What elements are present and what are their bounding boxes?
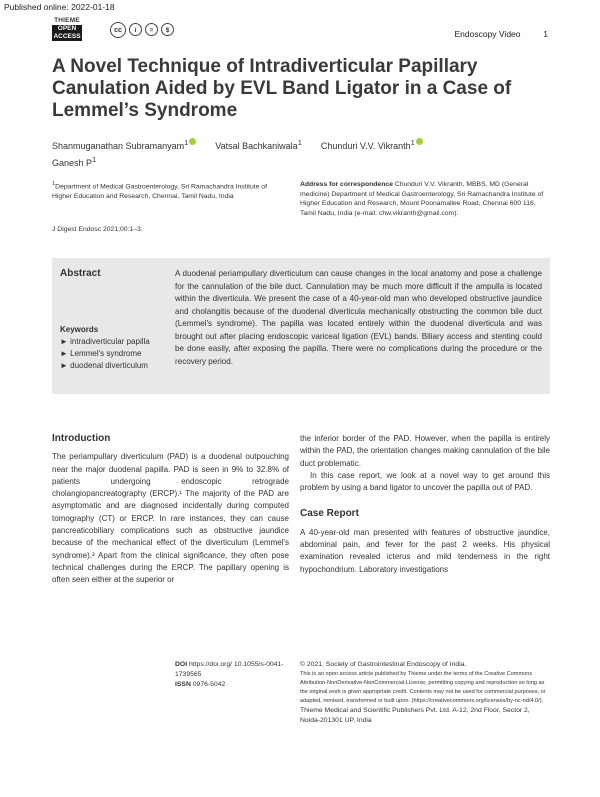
keywords-list (60, 336, 170, 372)
correspondence (300, 180, 550, 218)
article-title: A Novel Technique of Intradiverticular Papillary Canulation Aided by EVL Band Ligator in a Case of Lemmel’s Syndrome (52, 56, 512, 121)
author-name: Shanmuganathan Subramanyam (52, 141, 185, 151)
author-name: Ganesh P (52, 158, 93, 168)
author-name: Chunduri V.V. Vikranth (320, 141, 411, 151)
orcid-icon[interactable] (189, 138, 196, 145)
column-left (52, 433, 289, 587)
doi-link[interactable]: https://doi.org/ 10.1055/s-0041-1739565 (175, 661, 284, 678)
introduction-paragraph: The periampullary diverticulum (PAD) is a duodenal outpouching near the major duodenal papilla. PAD is seen in 9% to 32.8% of patients undergoing endoscopic retrograde cholangiopancreatography (ERCP).¹ The majority of the PAD are asymptomatic and are diagnosed incidentally during computed tomography (CT) or ERCP. In rare instances, they can cause pancreaticobiliary complications such as obstructive jaundice because of the mechanical effect of the diverticulum (Lemmel's syndrome).² Apart from the clinical significance, they often pose technical challenges during the ERCP. The papillary opening is often seen either at the superior or (52, 452, 289, 585)
keyword-item: ► duodenal diverticulum (60, 361, 148, 370)
correspondence-label: Address for correspondence (300, 181, 393, 188)
keyword-item: ► Lemmel's syndrome (60, 349, 142, 358)
body-paragraph: In this case report, we look at a novel way to get around this problem by using a band ligator to uncover the papilla out of PAD. (300, 470, 550, 493)
published-date: Published online: 2022-01-18 (4, 2, 115, 12)
doi-label: DOI (175, 661, 188, 668)
logo-access-text: ACCESS (53, 33, 81, 40)
orcid-icon[interactable] (416, 138, 423, 145)
author-affiliation-sup: 1 (92, 155, 97, 164)
logo-open-text: OPEN (57, 25, 77, 32)
doi-issn-block (175, 660, 290, 690)
license-text: This is an open access article published by Thieme under the terms of the Creative Commons Attribution-NonDerivative-NonCommercial-License, permitting copying and reproduction so long as the original work is given appropriate credit. Contents may not be used for commercial purposes, or adapted, remixed, transformed or built upon. (https://creativecommons.org/licenses/by-nc-nd/4.0/). (300, 671, 546, 704)
cc-icon: cc (110, 22, 126, 38)
author-affiliation-sup: 1 (184, 138, 189, 147)
page-number: 1 (543, 29, 548, 39)
journal-citation: J Digest Endosc 2021;00:1–3. (52, 226, 143, 233)
copyright-text: © 2021. Society of Gastrointestinal Endoscopy of India. (300, 661, 467, 668)
correspondence-text: Chunduri V.V. Vikranth, MBBS, MD (General medicine) Department of Medical Gastroenterology, Sri Ramachandra Institute of Higher Education and Research, Mount Poonamallee Road, Chennai 600 116, Tamil Nadu, India (e-mail: chw.vikranth@gmail.com). (300, 181, 544, 217)
publisher-text: Thieme Medical and Scientific Publishers Pvt. Ltd. A-12, 2nd Floor, Sector 2, Noida-201301 UP, India (300, 707, 530, 724)
introduction-heading: Introduction (52, 433, 111, 444)
case-report-paragraph: A 40-year-old man presented with features of obstructive jaundice, abdominal pain, and fever for the past 2 weeks. His physical examination revealed icterus and mild tenderness in the right hypochondrium. Laboratory investigations (300, 527, 550, 574)
author-list (52, 136, 552, 170)
no-derivatives-icon: = (145, 23, 158, 36)
creative-commons-icons (110, 23, 174, 38)
abstract-heading: Abstract (60, 268, 101, 279)
logo-thieme-text: THIEME (54, 17, 80, 24)
running-head-text: Endoscopy Video (454, 29, 521, 39)
keywords-heading: Keywords (60, 325, 99, 334)
author-affiliation-sup: 1 (410, 138, 415, 147)
issn-value: 0976-5042 (192, 681, 226, 688)
non-commercial-icon: $ (161, 23, 174, 36)
abstract-text: A duodenal periampullary diverticulum can cause changes in the local anatomy and pose a challenge for the cannulation of the bile duct. Cannulation may be much more difficult if the ampulla is located within the diverticula. We present the case of a 40-year-old man who developed obstructive jaundice and cholangitis because of the duodenal diverticula mechanically obstructing the common bile duct (Lemmel's syndrome). The papilla was located entirely within the duodenal diverticula and was brought out after placing endoscopic variceal ligation (EVL) bands. Biliary access and stenting could be done easily, after exposing the papilla. There were no complications during the procedure or the recovery period. (175, 269, 542, 366)
author-name: Vatsal Bachkaniwala (215, 141, 298, 151)
attribution-icon: i (129, 23, 142, 36)
affiliation (52, 180, 287, 201)
keyword-item: ► intradiverticular papilla (60, 337, 150, 346)
issn-label: ISSN (175, 681, 191, 688)
column-right (300, 433, 550, 576)
running-header (455, 29, 549, 39)
affiliation-sup: 1 (52, 181, 56, 187)
affiliation-text: Department of Medical Gastroenterology, Sri Ramachandra Institute of Higher Education and Research, Chennai, Tamil Nadu, India (52, 183, 267, 200)
logo-open-access-box (52, 25, 82, 41)
copyright-block (300, 660, 550, 726)
body-paragraph: the inferior border of the PAD. However, when the papilla is entirely within the PAD, the orientation changes making cannulation of the bile duct problematic. (300, 434, 550, 468)
author-affiliation-sup: 1 (297, 138, 302, 147)
thieme-open-access-logo (52, 17, 82, 43)
case-report-heading: Case Report (300, 508, 359, 520)
